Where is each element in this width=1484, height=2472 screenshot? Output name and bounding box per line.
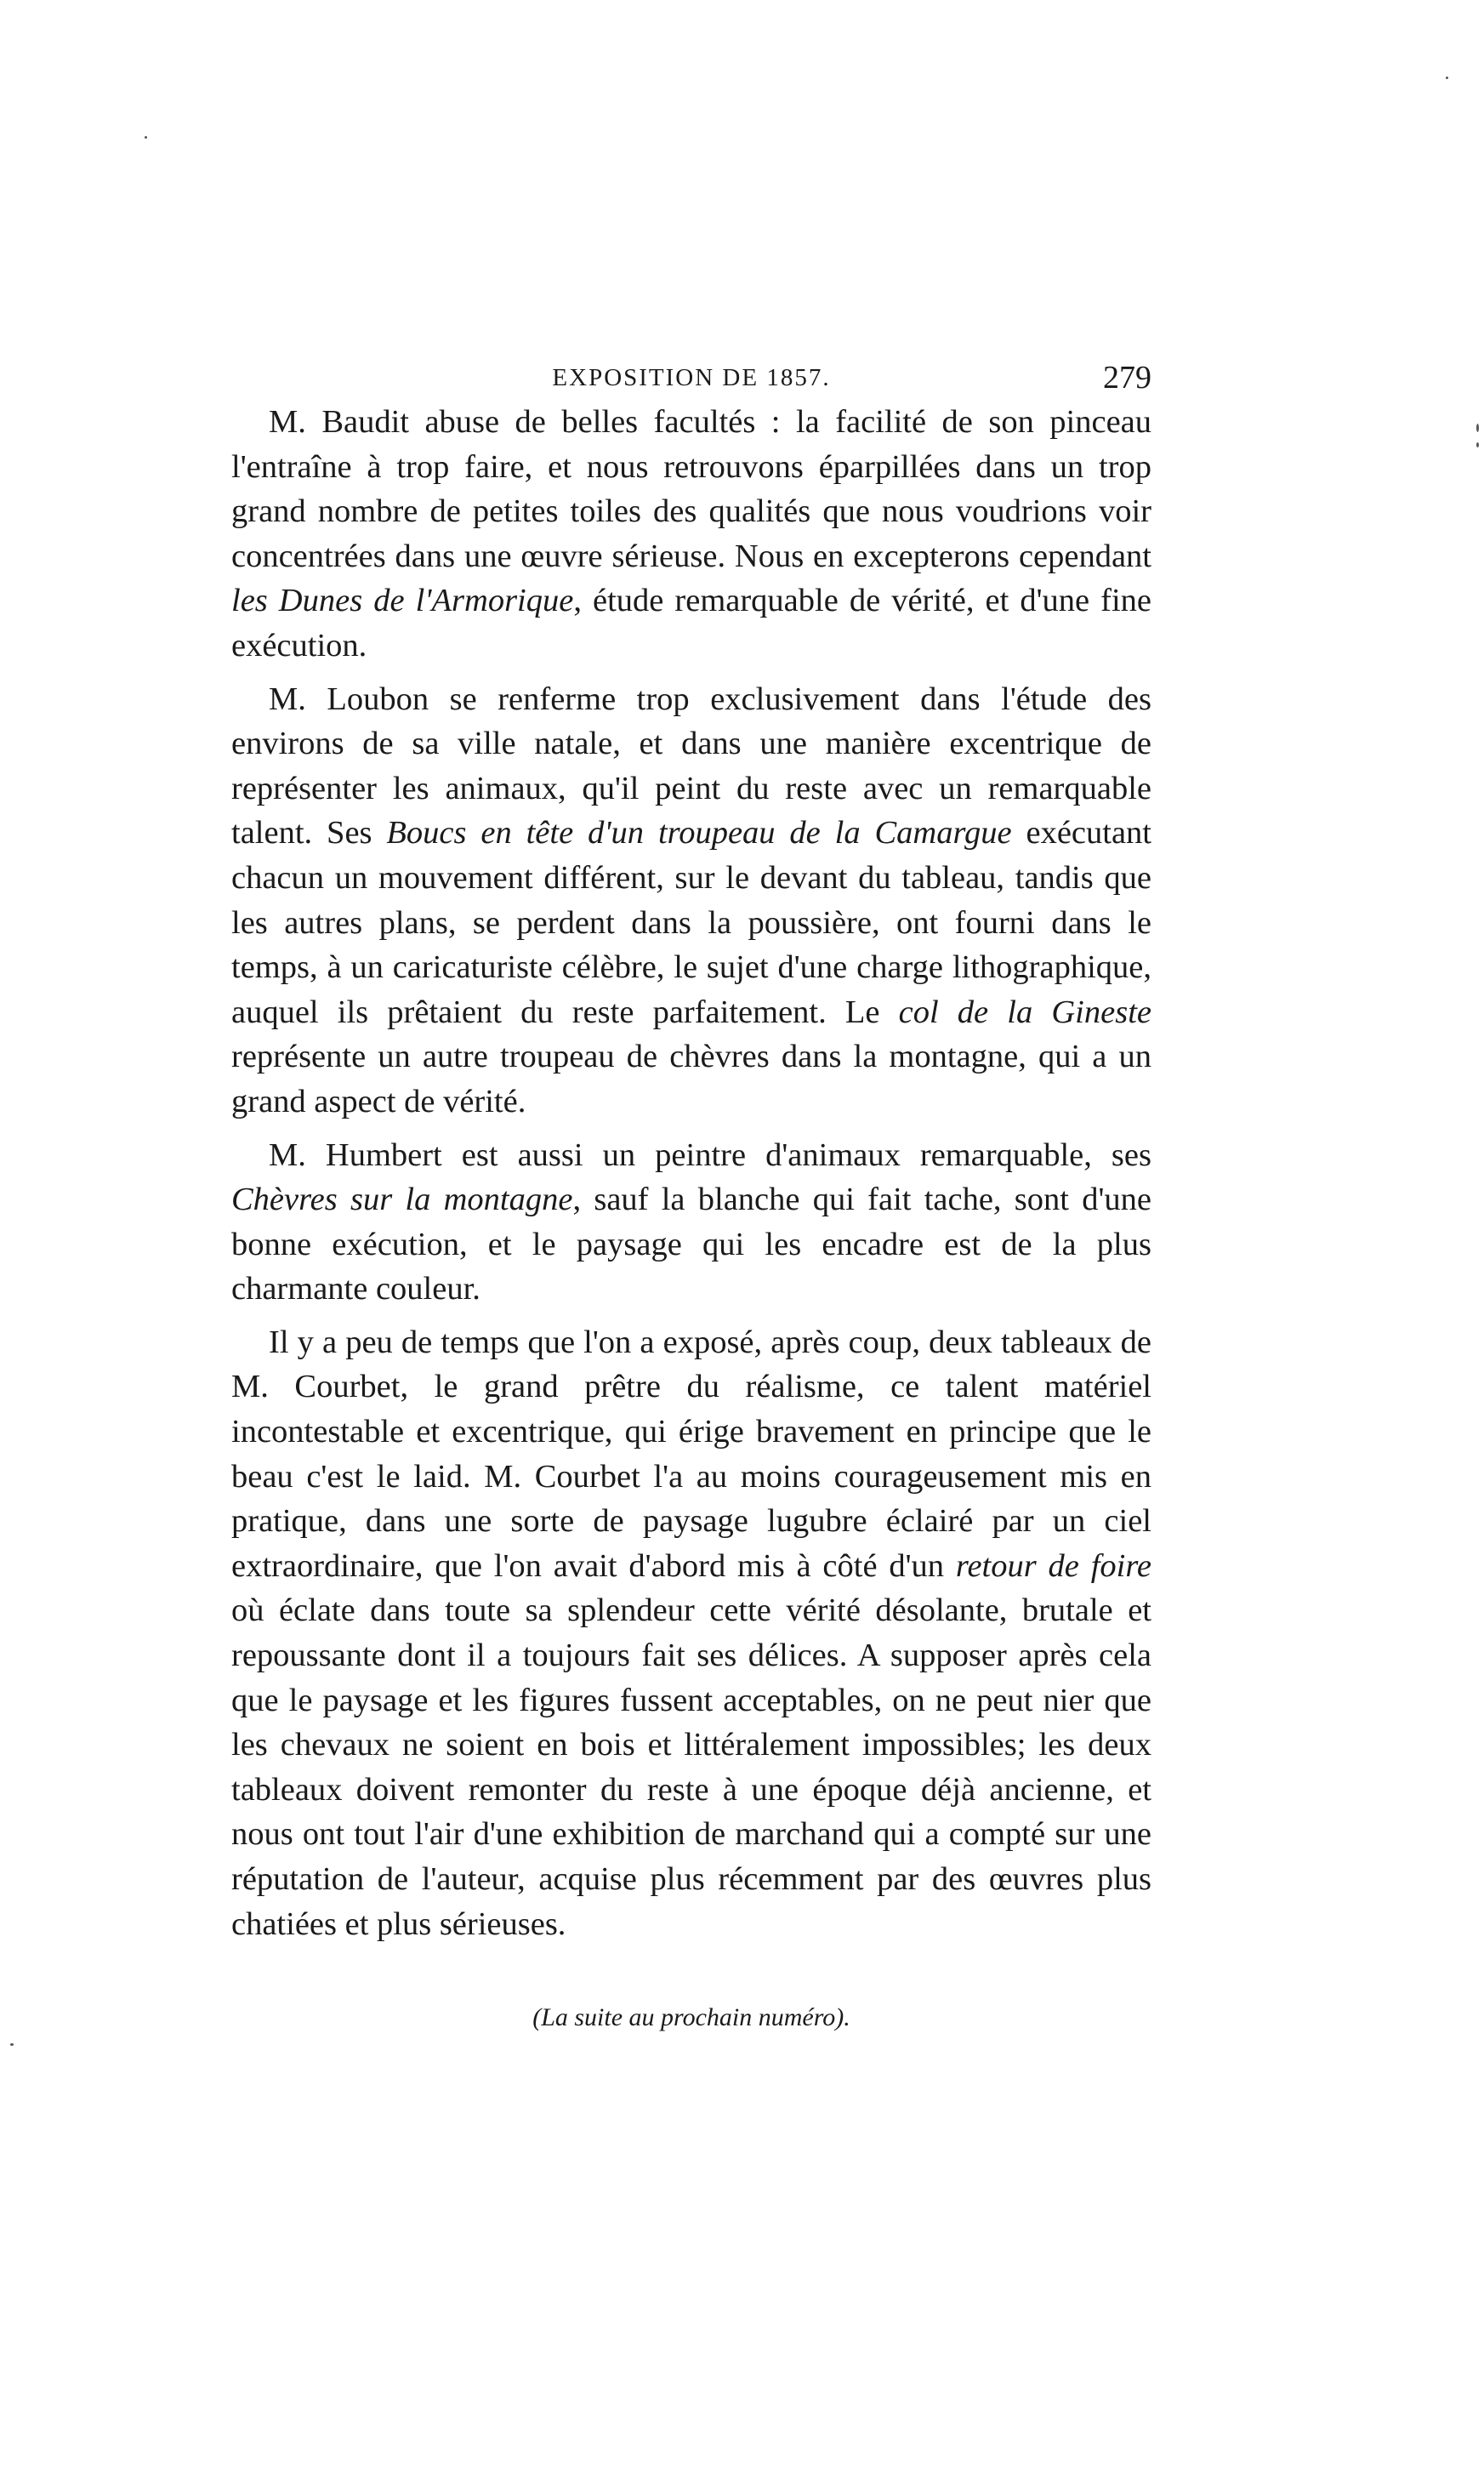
artwork-title: les Dunes de l'Armorique <box>231 583 574 619</box>
scan-speck <box>10 2043 14 2046</box>
text-segment: M. Baudit abuse de belles facultés : la facilité de son pinceau l'entraîne à trop faire, et nous retrouvons éparpillées dans un trop grand nombre de petites toiles des qualités que nous voudrions voir concentrées dans une œuvre sérieuse. Nous en excepterons cependant <box>231 404 1151 574</box>
text-segment: Il y a peu de temps que l'on a exposé, après coup, deux tableaux de M. Courbet, le grand prêtre du réalisme, ce talent matériel incontestable et excentrique, qui érige bravement en principe que le beau c'est le laid. M. Courbet l'a au moins courageusement mis en pratique, dans une sorte de paysage lugubre éclairé par un ciel extraordinaire, que l'on avait d'abord mis à côté d'un <box>231 1324 1151 1584</box>
running-title: EXPOSITION DE 1857. <box>552 364 831 391</box>
continuation-note: (La suite au prochain numéro). <box>532 2003 850 2031</box>
artwork-title: Boucs en tête d'un troupeau de la Camargue <box>386 815 1012 852</box>
text-segment: représente un autre troupeau de chèvres dans la montagne, qui a un grand aspect de vérité. <box>231 1039 1151 1119</box>
paragraph-baudit <box>231 400 1151 669</box>
scan-speck <box>1476 424 1479 432</box>
scan-speck <box>145 136 147 139</box>
text-segment: où éclate dans toute sa splendeur cette vérité désolante, brutale et repoussante dont il a toujours fait ses délices. A supposer après cela que le paysage et les figures fussent acceptables, on ne peut nier que les chevaux ne soient en bois et littéralement impossibles; les deux tableaux doivent remonter du reste à une époque déjà ancienne, et nous ont tout l'air d'une exhibition de marchand qui a compté sur une réputation de l'auteur, acquise plus récemment par des œuvres plus chatiées et plus sérieuses. <box>231 1592 1151 1942</box>
artwork-title: Chèvres sur la montagne <box>231 1182 573 1218</box>
paragraph-humbert <box>231 1133 1151 1312</box>
text-segment: M. Humbert est aussi un peintre d'animaux remarquable, ses <box>269 1136 1151 1173</box>
scan-speck <box>1446 77 1448 79</box>
text-segment: , étude remarquable de vérité, et d'une fine exécution. <box>231 583 1151 664</box>
paragraph-courbet <box>231 1320 1151 1946</box>
artwork-title: retour de foire <box>955 1547 1151 1584</box>
artwork-title: col de la Gineste <box>898 994 1151 1030</box>
page-number: 279 <box>1103 360 1151 396</box>
text-segment: exécutant chacun un mouvement différent, sur le devant du tableau, tandis que les autres plans, se perdent dans la poussière, ont fourni dans le temps, à un caricaturiste célèbre, le sujet d'une charge lithographique, auquel ils prêtaient du reste parfaitement. Le <box>231 815 1151 1030</box>
running-head <box>231 357 1151 398</box>
paragraph-loubon <box>231 677 1151 1125</box>
text-segment: , sauf la blanche qui fait tache, sont d'une bonne exécution, et le paysage qui les encadre est de la plus charmante couleur. <box>231 1182 1151 1307</box>
text-segment: M. Loubon se renferme trop exclusivement dans l'étude des environs de sa ville natale, et dans une manière excentrique de représenter les animaux, qu'il peint du reste avec un remarquable talent. Ses <box>231 681 1151 852</box>
scan-speck <box>1476 442 1479 447</box>
body-text <box>231 400 1151 1955</box>
